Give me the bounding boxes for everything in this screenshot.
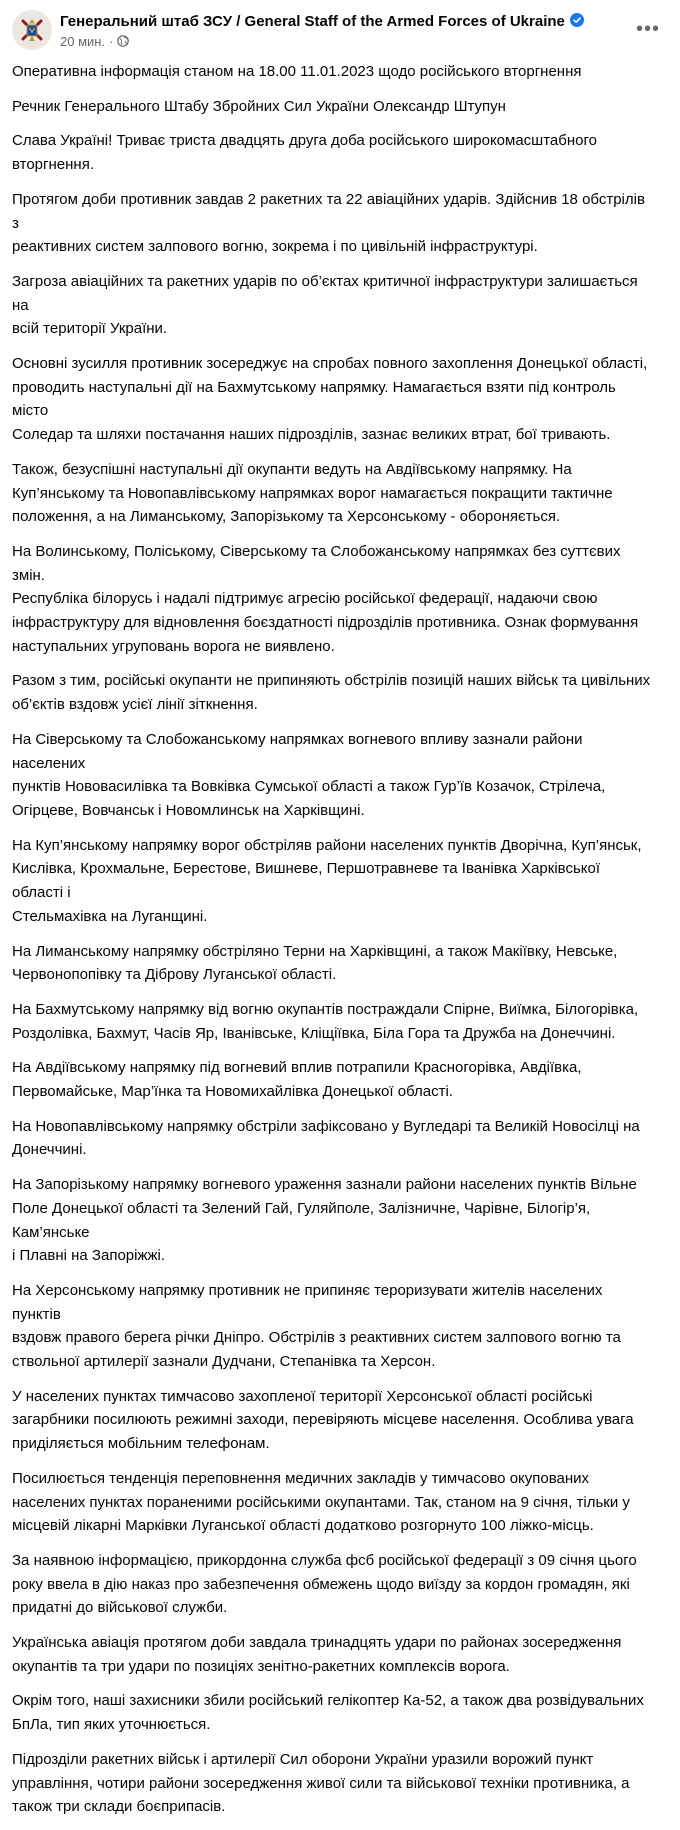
page-name-link[interactable] xyxy=(60,13,584,30)
verified-badge-icon xyxy=(570,13,584,27)
globe-icon[interactable] xyxy=(117,35,129,47)
post-paragraph: Разом з тим, російські окупанти не припиняють обстрілів позицій наших військ та цивільних об’єктів вздовж усієї лінії зіткнення. xyxy=(12,672,651,714)
post-meta xyxy=(60,34,129,49)
post-paragraph: На Херсонському напрямку противник не припиняє тероризувати жителів населених пунктів вздовж правого берега річки Дніпро. Обстрілів з реактивних систем залпового вогню та ствольної артилерії зазнали Дудчани, Степанівка та Херсон. xyxy=(12,1281,621,1371)
post-paragraph: Також, безуспішні наступальні дії окупанти ведуть на Авдіївському напрямку. На Куп’янському та Новопавлівському напрямках ворог намагається покращити тактичне положення, а на Лиманському, Запорізькому та Херсонському - обороняється. xyxy=(12,460,613,526)
post-paragraph: Посилюється тенденція переповнення медичних закладів у тимчасово окупованих населених пунктах пораненими російськими окупантами. Так, станом на 9 січня, тільки у місцевій лікарні Марківки Луганської області додатково розгорнуто 100 ліжко-місць. xyxy=(12,1469,630,1535)
emblem-avatar-icon xyxy=(12,10,52,50)
post-paragraph: На Запорізькому напрямку вогневого ураження зазнали райони населених пунктів Вільне Поле Донецької області та Зелений Гай, Гуляйполе, Залізничне, Чарівне, Білогір’я, Кам’янське і Плавні на Запоріжжі. xyxy=(12,1176,637,1265)
post-header xyxy=(0,0,680,54)
post-paragraph: Оперативна інформація станом на 18.00 11.01.2023 щодо російського вторгнення xyxy=(12,63,582,80)
post-timestamp[interactable]: 20 мин. xyxy=(60,34,106,49)
post-paragraph: Протягом доби противник завдав 2 ракетних та 22 авіаційних ударів. Здійснив 18 обстрілів з реактивних систем залпового вогню, зокрема і по цивільній інфраструктурі. xyxy=(12,190,645,256)
post-paragraph: На Куп’янському напрямку ворог обстріляв райони населених пунктів Дворічна, Куп’янськ, Кислівка, Крохмальне, Берестове, Вишневе, Першотравневе та Іванівка Харківської області і Стельмахівка на Луганщині. xyxy=(12,836,642,925)
post-paragraph: Українська авіація протягом доби завдала тринадцять удари по районах зосередження окупантів та три удари по позиціях зенітно-ракетних комплексів ворога. xyxy=(12,1634,622,1675)
post-paragraph: Загроза авіаційних та ракетних ударів по об’єктах критичної інфраструктури залишається на всій території України. xyxy=(12,272,638,338)
meta-separator: · xyxy=(109,34,114,49)
page-avatar[interactable] xyxy=(12,10,52,50)
post-paragraph: На Новопавлівському напрямку обстріли зафіксовано у Вугледарі та Великій Новосілці на Донеччині. xyxy=(12,1117,640,1159)
post-paragraph: На Волинському, Поліському, Сіверському та Слобожанському напрямках без суттєвих змін. Республіка білорусь і надалі підтримує агресію російської федерації, надаючи свою інфраструктуру для відновлення боєздатності підрозділів противника. Ознак формування наступальних угруповань ворога не виявлено. xyxy=(12,542,639,655)
post-paragraph: Підрозділи ракетних військ і артилерії Сил оборони України уразили ворожий пункт управління, чотири райони зосередження живої сили та військової техніки противника, а також три склади боєприпасів. xyxy=(12,1750,630,1816)
post-paragraph: Основні зусилля противник зосереджує на спробах повного захоплення Донецької області, проводить наступальні дії на Бахмутському напрямку. Намагається взяти під контроль місто Соледар та шляхи постачання наших підрозділів, зазнає великих втрат, бої тривають. xyxy=(12,355,648,444)
page-name: Генеральний штаб ЗСУ / General Staff of the Armed Forces of Ukraine xyxy=(60,13,565,30)
post-body xyxy=(12,60,652,1830)
post-paragraph: Слава Україні! Триває триста двадцять друга доба російського широкомасштабного вторгнення. xyxy=(12,132,597,174)
post-paragraph: У населених пунктах тимчасово захопленої території Херсонської області російські загарбники посилюють режимні заходи, перевіряють місцеве населення. Особлива увага приділяється мобільним телефонам. xyxy=(12,1387,634,1453)
post-paragraph: За наявною інформацією, прикордонна служба фсб російської федерації з 09 січня цього року ввела в дію наказ про забезпечення обмежень щодо виїзду за кордон громадян, які придатні до військової служби. xyxy=(12,1551,637,1617)
post-paragraph: На Бахмутському напрямку від вогню окупантів постраждали Спірне, Виїмка, Білогорівка, Роздолівка, Бахмут, Часів Яр, Іванівське, Кліщіївка, Біла Гора та Дружба на Донеччині. xyxy=(12,1000,639,1042)
post-paragraph: Окрім того, наші захисники збили російський гелікоптер Ка-52, а також два розвідувальних БпЛа, тип яких уточнюється. xyxy=(12,1692,644,1734)
post-paragraph: На Лиманському напрямку обстріляно Терни на Харківщині, а також Макіївку, Невське, Червонопопівку та Діброву Луганської області. xyxy=(12,942,618,984)
post-paragraph: На Сіверському та Слобожанському напрямках вогневого впливу зазнали райони населених пунктів Нововасилівка та Вовківка Сумської області а також Гур’їв Козачок, Стрілеча, Огірцеве, Вовчанськ і Новомлинськ на Харківщині. xyxy=(12,730,606,819)
post-paragraph: На Авдіївському напрямку під вогневий вплив потрапили Красногорівка, Авдіївка, Первомайське, Мар’їнка та Новомихайлівка Донецької області. xyxy=(12,1059,582,1101)
more-options-icon[interactable]: ••• xyxy=(635,18,660,40)
post-paragraph: Речник Генерального Штабу Збройних Сил України Олександр Штупун xyxy=(12,97,506,115)
